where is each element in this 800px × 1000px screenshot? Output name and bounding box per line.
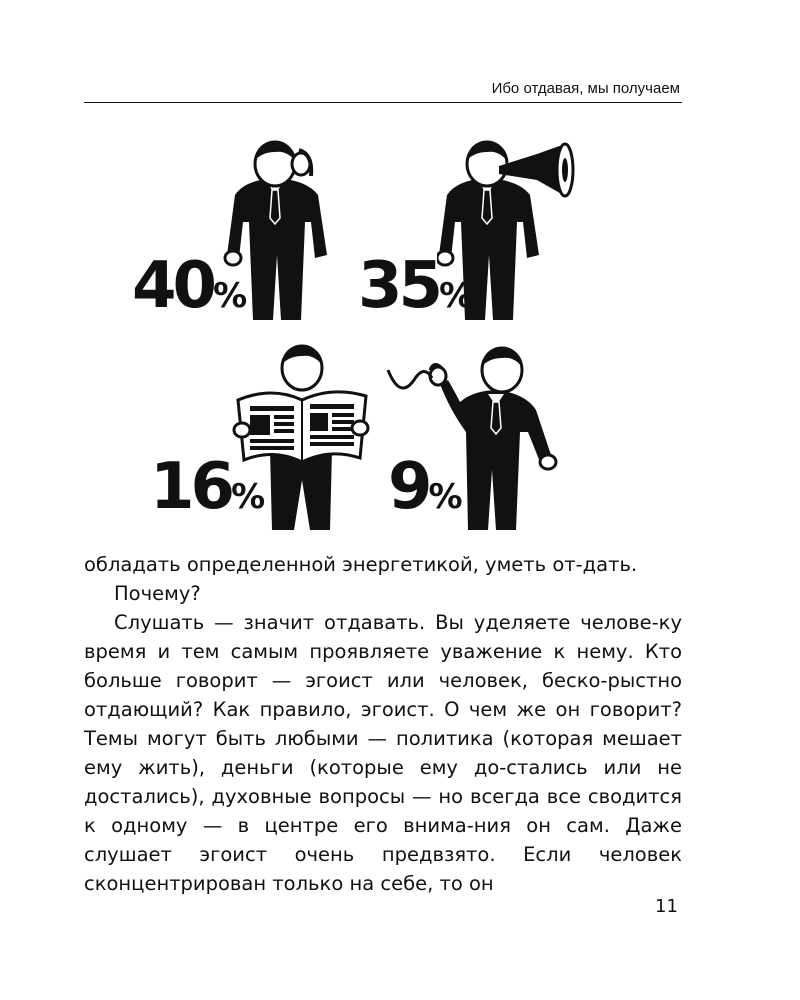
body-text	[84, 550, 682, 898]
paragraph: Почему?	[114, 582, 201, 605]
paragraph: обладать определенной энергетикой, уметь от-дать.	[84, 553, 638, 576]
page-number: 11	[655, 896, 678, 917]
stat-phone-percent: 40%	[132, 249, 248, 323]
running-header	[84, 78, 682, 103]
paragraph: Слушать — значит отдавать. Вы уделяете челове-ку время и тем самым проявляете уважение к нему. Кто больше говорит — эгоист или человек, беско-рыстно отдающий? Как правило, эгоист. О чем же он говорит? Темы могут быть любыми — политика (которая мешает ему жить), деньги (которые ему до-стались или не достались), духовные вопросы — но всегда все сводится к одному — в центре его внима-ния он сам. Даже слушает эгоист очень предвзято. Если человек сконцентрирован только на себе, то он	[84, 611, 682, 895]
stat-megaphone-percent: 35%	[358, 249, 474, 323]
stat-listening-percent: 9%	[388, 450, 463, 524]
stat-newspaper-percent: 16%	[150, 450, 266, 524]
running-header-text: Ибо отдавая, мы получаем	[491, 80, 680, 97]
